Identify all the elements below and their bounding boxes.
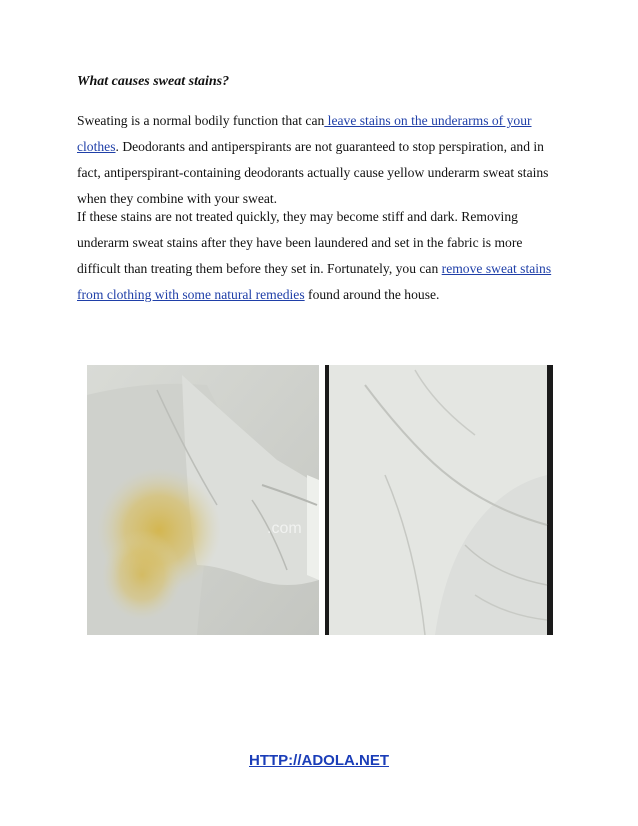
stained-shirt-photo	[87, 365, 319, 635]
underarm-stains-link[interactable]: leave stains on the underarms of your clothes	[77, 113, 532, 154]
paragraph-1	[77, 108, 567, 212]
section-heading: What causes sweat stains?	[77, 74, 230, 89]
paragraph-1-text-end: . Deodorants and antiperspirants are not guaranteed to stop perspiration, and in fact, antiperspirant-containing deodorants actually cause yellow underarm sweat stains when they combine with your sweat.	[77, 139, 549, 206]
paragraph-2-text-end: found around the house.	[304, 287, 440, 302]
paragraph-2-text-start: If these stains are not treated quickly, they may become stiff and dark. Removing underarm sweat stains after they have been laundered and set in the fabric is more difficult than treating them before they set in. Fortunately, you can	[77, 209, 523, 276]
footer	[0, 752, 638, 769]
shirt-photos	[87, 365, 553, 635]
clean-shirt-photo	[325, 365, 553, 635]
remove-sweat-stains-link[interactable]: remove sweat stains from clothing with some natural remedies	[77, 261, 552, 302]
paragraph-1-text-start: Sweating is a normal bodily function that can	[77, 113, 325, 128]
watermark-text: .com	[267, 520, 302, 537]
site-url-link[interactable]: HTTP://ADOLA.NET	[249, 752, 389, 769]
paragraph-2	[77, 204, 567, 308]
